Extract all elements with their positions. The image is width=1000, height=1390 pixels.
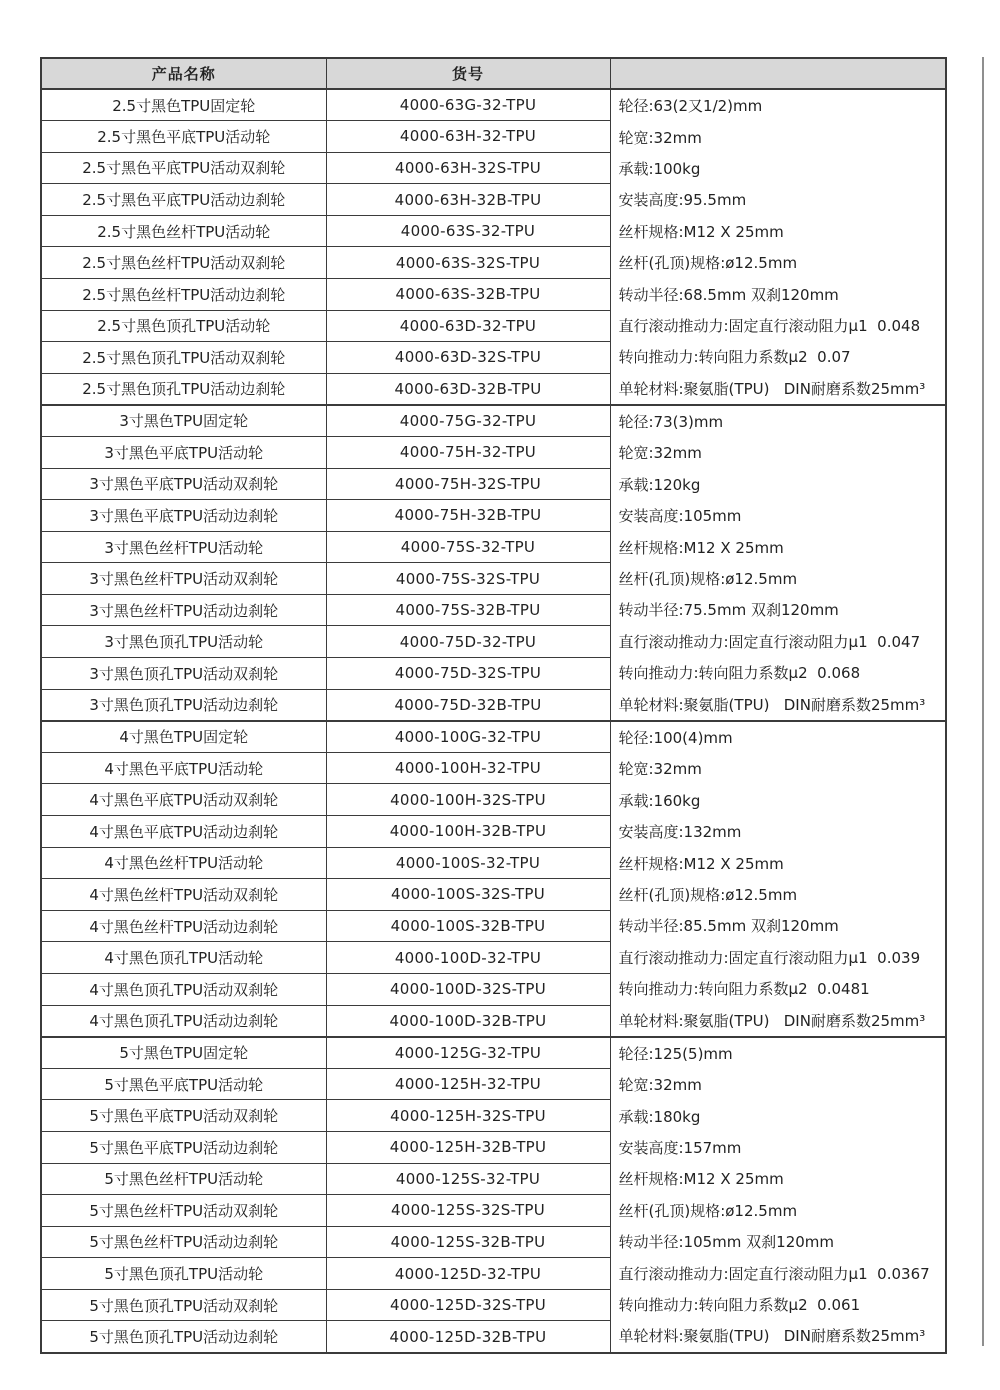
product-name-cell: 4寸黑色丝杆TPU活动边刹轮 [41, 910, 326, 942]
product-name-cell: 3寸黑色平底TPU活动边刹轮 [41, 500, 326, 532]
spec-line: 直行滚动推动力:固定直行滚动阻力μ1 0.039 [618, 948, 921, 967]
item-code-cell: 4000-63S-32-TPU [326, 215, 610, 247]
spec-line: 单轮材料:聚氨脂(TPU) DIN耐磨系数25mm³ [618, 1327, 926, 1346]
product-name-cell: 2.5寸黑色平底TPU活动轮 [41, 121, 326, 153]
product-name-cell: 5寸黑色丝杆TPU活动边刹轮 [41, 1226, 326, 1258]
product-name-cell: 2.5寸黑色丝杆TPU活动双刹轮 [41, 247, 326, 279]
column-header-specs [610, 58, 946, 89]
spec-line: 轮宽:32mm [618, 760, 702, 779]
spec-line: 单轮材料:聚氨脂(TPU) DIN耐磨系数25mm³ [618, 379, 926, 398]
product-name-cell: 4寸黑色顶孔TPU活动轮 [41, 942, 326, 974]
product-name-cell: 2.5寸黑色平底TPU活动双刹轮 [41, 152, 326, 184]
spec-line: 转向推动力:转向阻力系数μ2 0.07 [618, 348, 851, 367]
spec-line: 轮宽:32mm [618, 1076, 702, 1095]
product-name-cell: 3寸黑色丝杆TPU活动轮 [41, 531, 326, 563]
item-code-cell: 4000-100D-32B-TPU [326, 1005, 610, 1037]
spec-line: 丝杆规格:M12 X 25mm [618, 222, 784, 241]
item-code-cell: 4000-75H-32-TPU [326, 436, 610, 468]
spec-line: 轮径:73(3)mm [618, 413, 724, 432]
item-code-cell: 4000-100D-32S-TPU [326, 973, 610, 1005]
item-code-cell: 4000-100H-32-TPU [326, 752, 610, 784]
spec-line: 直行滚动推动力:固定直行滚动阻力μ1 0.0367 [618, 1264, 930, 1283]
item-code-cell: 4000-63D-32B-TPU [326, 373, 610, 405]
specs-cell [610, 405, 946, 721]
product-name-cell: 4寸黑色平底TPU活动双刹轮 [41, 784, 326, 816]
item-code-cell: 4000-100S-32S-TPU [326, 879, 610, 911]
spec-line: 安装高度:95.5mm [618, 191, 747, 210]
item-code-cell: 4000-125D-32S-TPU [326, 1289, 610, 1321]
item-code-cell: 4000-63H-32S-TPU [326, 152, 610, 184]
product-name-cell: 3寸黑色丝杆TPU活动边刹轮 [41, 594, 326, 626]
spec-line: 直行滚动推动力:固定直行滚动阻力μ1 0.048 [618, 316, 921, 335]
specs-cell [610, 721, 946, 1037]
item-code-cell: 4000-63S-32B-TPU [326, 278, 610, 310]
spec-line: 轮径:100(4)mm [618, 729, 733, 747]
spec-line: 轮宽:32mm [618, 128, 702, 147]
item-code-cell: 4000-100S-32-TPU [326, 847, 610, 879]
specs-cell [610, 89, 946, 405]
spec-line: 轮径:63(2又1/2)mm [618, 97, 763, 116]
spec-line: 承载:180kg [618, 1107, 701, 1126]
product-name-cell: 2.5寸黑色TPU固定轮 [41, 89, 326, 121]
product-name-cell: 3寸黑色丝杆TPU活动双刹轮 [41, 563, 326, 595]
product-name-cell: 3寸黑色顶孔TPU活动边刹轮 [41, 689, 326, 721]
item-code-cell: 4000-75D-32S-TPU [326, 658, 610, 690]
spec-line: 转动半径:68.5mm 双刹120mm [618, 285, 839, 304]
product-spec-table [40, 57, 947, 1354]
product-name-cell: 4寸黑色顶孔TPU活动边刹轮 [41, 1005, 326, 1037]
product-name-cell: 3寸黑色平底TPU活动双刹轮 [41, 468, 326, 500]
product-name-cell: 5寸黑色丝杆TPU活动轮 [41, 1163, 326, 1195]
spec-line: 丝杆规格:M12 X 25mm [618, 854, 784, 873]
item-code-cell: 4000-75S-32S-TPU [326, 563, 610, 595]
page-edge-line [982, 57, 984, 1346]
spec-line: 转动半径:85.5mm 双刹120mm [618, 917, 839, 936]
spec-line: 转向推动力:转向阻力系数μ2 0.061 [618, 1296, 861, 1315]
item-code-cell: 4000-63D-32S-TPU [326, 342, 610, 374]
product-name-cell: 4寸黑色平底TPU活动边刹轮 [41, 816, 326, 848]
product-name-cell: 3寸黑色TPU固定轮 [41, 405, 326, 437]
spec-line: 承载:120kg [618, 475, 701, 494]
product-name-cell: 4寸黑色平底TPU活动轮 [41, 752, 326, 784]
item-code-cell: 4000-100H-32S-TPU [326, 784, 610, 816]
product-name-cell: 2.5寸黑色丝杆TPU活动轮 [41, 215, 326, 247]
spec-line: 丝杆规格:M12 X 25mm [618, 1170, 784, 1189]
item-code-cell: 4000-125H-32B-TPU [326, 1131, 610, 1163]
spec-line: 丝杆规格:M12 X 25mm [618, 538, 784, 557]
product-name-cell: 5寸黑色平底TPU活动轮 [41, 1068, 326, 1100]
product-name-cell: 3寸黑色平底TPU活动轮 [41, 436, 326, 468]
item-code-cell: 4000-125S-32-TPU [326, 1163, 610, 1195]
item-code-cell: 4000-100S-32B-TPU [326, 910, 610, 942]
spec-line: 安装高度:105mm [618, 507, 742, 526]
spec-line: 轮宽:32mm [618, 444, 702, 463]
table-row [41, 1037, 946, 1069]
spec-line: 安装高度:132mm [618, 823, 742, 842]
product-name-cell: 5寸黑色丝杆TPU活动双刹轮 [41, 1195, 326, 1227]
item-code-cell: 4000-125S-32B-TPU [326, 1226, 610, 1258]
specs-cell [610, 1037, 946, 1353]
spec-line: 单轮材料:聚氨脂(TPU) DIN耐磨系数25mm³ [618, 695, 926, 714]
spec-line: 丝杆(孔顶)规格:ø12.5mm [618, 254, 798, 273]
item-code-cell: 4000-125D-32-TPU [326, 1258, 610, 1290]
product-name-cell: 2.5寸黑色顶孔TPU活动边刹轮 [41, 373, 326, 405]
product-name-cell: 3寸黑色顶孔TPU活动双刹轮 [41, 658, 326, 690]
table-row [41, 721, 946, 753]
item-code-cell: 4000-75D-32B-TPU [326, 689, 610, 721]
product-name-cell: 2.5寸黑色丝杆TPU活动边刹轮 [41, 278, 326, 310]
product-name-cell: 4寸黑色丝杆TPU活动双刹轮 [41, 879, 326, 911]
spec-line: 丝杆(孔顶)规格:ø12.5mm [618, 885, 798, 904]
spec-line: 丝杆(孔顶)规格:ø12.5mm [618, 570, 798, 589]
spec-line: 直行滚动推动力:固定直行滚动阻力μ1 0.047 [618, 632, 921, 651]
item-code-cell: 4000-125S-32S-TPU [326, 1195, 610, 1227]
item-code-cell: 4000-75D-32-TPU [326, 626, 610, 658]
item-code-cell: 4000-75S-32-TPU [326, 531, 610, 563]
item-code-cell: 4000-63H-32B-TPU [326, 184, 610, 216]
product-name-cell: 5寸黑色平底TPU活动双刹轮 [41, 1100, 326, 1132]
product-name-cell: 4寸黑色TPU固定轮 [41, 721, 326, 753]
item-code-cell: 4000-75H-32B-TPU [326, 500, 610, 532]
product-name-cell: 3寸黑色顶孔TPU活动轮 [41, 626, 326, 658]
product-name-cell: 5寸黑色顶孔TPU活动轮 [41, 1258, 326, 1290]
product-name-cell: 5寸黑色顶孔TPU活动边刹轮 [41, 1321, 326, 1353]
product-name-cell: 5寸黑色顶孔TPU活动双刹轮 [41, 1289, 326, 1321]
column-header-item-code: 货号 [326, 58, 610, 89]
item-code-cell: 4000-125H-32-TPU [326, 1068, 610, 1100]
table-row [41, 89, 946, 121]
item-code-cell: 4000-75S-32B-TPU [326, 594, 610, 626]
item-code-cell: 4000-63D-32-TPU [326, 310, 610, 342]
item-code-cell: 4000-75H-32S-TPU [326, 468, 610, 500]
spec-line: 承载:160kg [618, 791, 701, 810]
spec-line: 丝杆(孔顶)规格:ø12.5mm [618, 1201, 798, 1220]
item-code-cell: 4000-63H-32-TPU [326, 121, 610, 153]
item-code-cell: 4000-63S-32S-TPU [326, 247, 610, 279]
spec-line: 转动半径:75.5mm 双刹120mm [618, 601, 839, 620]
item-code-cell: 4000-100H-32B-TPU [326, 816, 610, 848]
product-name-cell: 2.5寸黑色顶孔TPU活动轮 [41, 310, 326, 342]
item-code-cell: 4000-125H-32S-TPU [326, 1100, 610, 1132]
item-code-cell: 4000-100D-32-TPU [326, 942, 610, 974]
item-code-cell: 4000-63G-32-TPU [326, 89, 610, 121]
column-header-product-name: 产品名称 [41, 58, 326, 89]
item-code-cell: 4000-100G-32-TPU [326, 721, 610, 753]
product-name-cell: 4寸黑色顶孔TPU活动双刹轮 [41, 973, 326, 1005]
product-name-cell: 4寸黑色丝杆TPU活动轮 [41, 847, 326, 879]
spec-line: 转动半径:105mm 双刹120mm [618, 1233, 835, 1252]
product-name-cell: 2.5寸黑色平底TPU活动边刹轮 [41, 184, 326, 216]
item-code-cell: 4000-75G-32-TPU [326, 405, 610, 437]
table-header-row [41, 58, 946, 89]
item-code-cell: 4000-125G-32-TPU [326, 1037, 610, 1069]
item-code-cell: 4000-125D-32B-TPU [326, 1321, 610, 1353]
product-name-cell: 5寸黑色平底TPU活动边刹轮 [41, 1131, 326, 1163]
spec-line: 转向推动力:转向阻力系数μ2 0.0481 [618, 980, 870, 999]
spec-line: 轮径:125(5)mm [618, 1044, 733, 1063]
spec-line: 安装高度:157mm [618, 1139, 742, 1158]
spec-line: 单轮材料:聚氨脂(TPU) DIN耐磨系数25mm³ [618, 1011, 926, 1030]
product-name-cell: 5寸黑色TPU固定轮 [41, 1037, 326, 1069]
spec-line: 承载:100kg [618, 159, 701, 178]
spec-line: 转向推动力:转向阻力系数μ2 0.068 [618, 664, 861, 683]
product-name-cell: 2.5寸黑色顶孔TPU活动双刹轮 [41, 342, 326, 374]
table-row [41, 405, 946, 437]
